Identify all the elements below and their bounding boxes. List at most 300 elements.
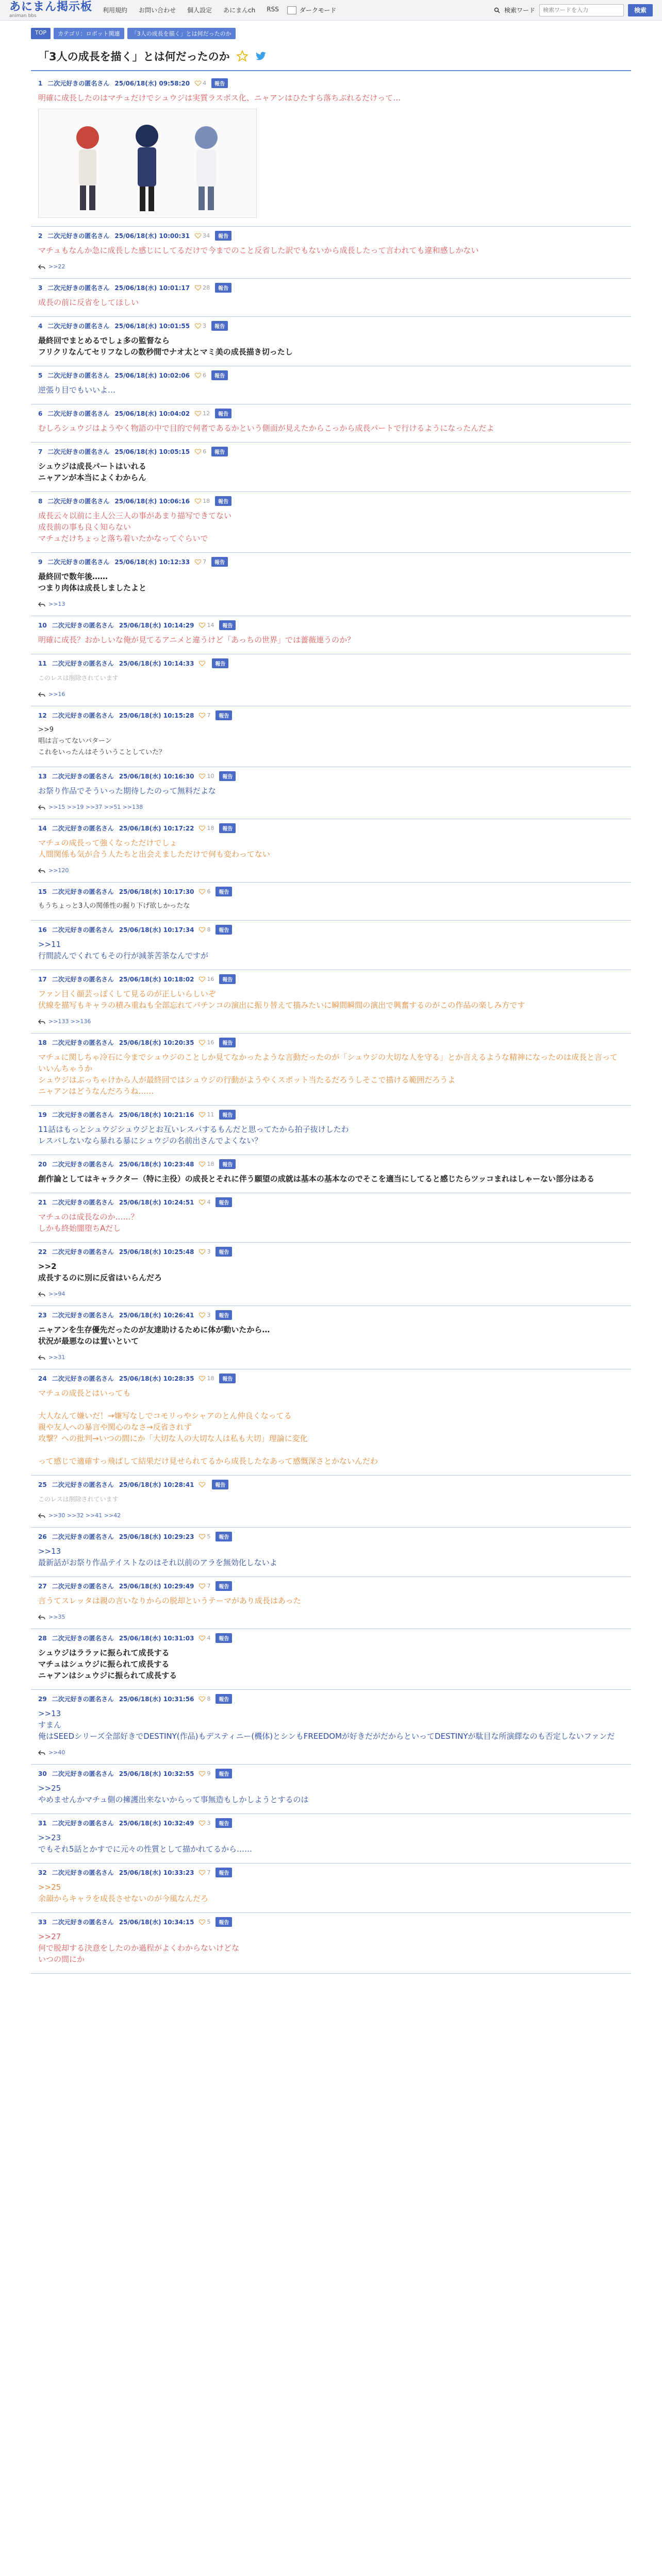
- good-button[interactable]: [199, 712, 210, 719]
- poster-name: 二次元好きの匿名さん: [52, 976, 114, 983]
- poster-name: 二次元好きの匿名さん: [52, 1039, 114, 1046]
- report-button[interactable]: 報告: [219, 823, 236, 833]
- good-count: 18: [203, 498, 210, 504]
- post-header: [38, 1532, 624, 1541]
- search-area: [494, 4, 653, 16]
- post-number[interactable]: 10: [38, 621, 47, 629]
- heart-icon: [199, 1696, 205, 1702]
- post-header: [38, 370, 624, 380]
- report-button[interactable]: 報告: [219, 974, 236, 984]
- post-date: 25/06/18(水) 10:24:51: [119, 1199, 194, 1206]
- heart-icon: [195, 498, 201, 504]
- post-date: 25/06/18(水) 10:17:34: [119, 926, 194, 934]
- post: [31, 1765, 631, 1814]
- good-count: 7: [207, 712, 211, 719]
- report-button[interactable]: 報告: [216, 1247, 232, 1257]
- good-button[interactable]: [199, 1696, 210, 1702]
- poster-name: 二次元好きの匿名さん: [47, 558, 110, 566]
- poster-name: 二次元好きの匿名さん: [52, 1820, 114, 1827]
- post-number[interactable]: 28: [38, 1634, 47, 1642]
- reply-links[interactable]: >>120: [48, 867, 69, 874]
- post-header: [38, 1694, 624, 1704]
- post-header: [38, 771, 624, 781]
- poster-name: 二次元好きの匿名さん: [47, 323, 110, 330]
- post: [31, 443, 631, 492]
- report-button[interactable]: 報告: [219, 1159, 236, 1169]
- good-button[interactable]: [199, 1533, 210, 1540]
- heart-icon: [195, 233, 201, 239]
- post-number[interactable]: 18: [38, 1039, 47, 1046]
- post-body: >>27 何で脱却する決意をしたのか過程がよくわからないけどな いつの間にか: [38, 1932, 240, 1964]
- character-art: [39, 109, 256, 217]
- post-body: このレスは削除されています: [38, 674, 119, 682]
- post-header: [38, 557, 624, 567]
- good-button[interactable]: [199, 1820, 210, 1826]
- logo-text: あにまん掲示板: [9, 1, 93, 13]
- nav-contact[interactable]: お問い合わせ: [139, 7, 176, 14]
- search-label: 検索ワード: [504, 7, 535, 14]
- good-button[interactable]: [199, 1583, 210, 1589]
- heart-icon: [199, 1771, 205, 1776]
- post-number[interactable]: 15: [38, 888, 47, 895]
- reply-arrow-icon: [38, 1019, 45, 1024]
- reply-links[interactable]: >>133 >>136: [48, 1018, 91, 1025]
- good-count: 9: [207, 1770, 211, 1777]
- post-body: むしろシュウジはようやく物語の中で目的で何者であるかという側面が見えたからこっから成長パートで行けるようになったんだよ: [38, 423, 494, 433]
- post-number[interactable]: 29: [38, 1695, 47, 1703]
- dark-mode-toggle[interactable]: [287, 6, 337, 14]
- post-header: [38, 283, 624, 293]
- post-body: 11話はもっとシュウジシュウジとお互いレスバするもんだと思ってたから拍子抜けしたわ レスバしないなら暴れる暴にシュウジの名前出さんでよくない？: [38, 1125, 349, 1145]
- post-date: 25/06/18(水) 10:20:35: [119, 1039, 194, 1046]
- post-date: 25/06/18(水) 10:18:02: [119, 976, 194, 983]
- good-button[interactable]: [199, 1635, 210, 1641]
- report-button[interactable]: 報告: [219, 771, 236, 781]
- report-button[interactable]: 報告: [215, 231, 231, 241]
- post-number[interactable]: 24: [38, 1375, 47, 1382]
- good-count: 4: [207, 1199, 211, 1206]
- report-button[interactable]: 報告: [212, 658, 228, 668]
- post-number[interactable]: 19: [38, 1111, 47, 1118]
- reply-arrow-icon: [38, 868, 45, 873]
- post-body: マチュの成長って強くなっただけでしょ 人間関係も気が合う人たちと出会えましただけで何も変わってない: [38, 838, 270, 859]
- good-button[interactable]: [199, 1248, 210, 1255]
- post-number[interactable]: 25: [38, 1481, 47, 1488]
- poster-name: 二次元好きの匿名さん: [52, 1770, 114, 1777]
- post-number[interactable]: 30: [38, 1770, 47, 1777]
- post-number[interactable]: 4: [38, 322, 43, 330]
- reply-links[interactable]: >>31: [48, 1354, 65, 1361]
- poster-name: 二次元好きの匿名さん: [47, 498, 110, 505]
- post-header: [38, 1159, 624, 1169]
- report-button[interactable]: 報告: [216, 1633, 232, 1643]
- reply-arrow-icon: [38, 602, 45, 607]
- post-number[interactable]: 9: [38, 558, 43, 566]
- post-body: ファン目く顔芸っぽくして見るのが正しいらしいぞ 伏線を描写もキャラの積み重ねも全部忘れてパチンコの演出に振り替えて描みたいに瞬間瞬間の演出で興奮するのがこの作品の楽しみ方です: [38, 989, 525, 1010]
- post-header: [38, 1917, 624, 1927]
- poster-name: 二次元好きの匿名さん: [47, 448, 110, 455]
- post-number[interactable]: 12: [38, 711, 47, 719]
- post-body: シュウジはララァに振られて成長する マチュはシュウジに振られて成長する ニャアンはシュウジに振られて成長する: [38, 1648, 177, 1680]
- nav-rss[interactable]: RSS: [267, 6, 279, 13]
- post-body: >>2 成長するのに別に反省はいらんだろ: [38, 1262, 162, 1282]
- good-button[interactable]: [199, 1039, 214, 1046]
- good-button[interactable]: [199, 1482, 207, 1487]
- breadcrumb-thread[interactable]: 「3人の成長を描く」とは何だったのか: [127, 28, 236, 39]
- dark-mode-label: ダークモード: [299, 7, 337, 14]
- post-header: [38, 231, 624, 241]
- good-count: 12: [203, 410, 210, 417]
- good-count: 10: [207, 773, 214, 779]
- poster-name: 二次元好きの匿名さん: [47, 410, 110, 417]
- post-number[interactable]: 8: [38, 497, 43, 505]
- report-button[interactable]: 報告: [216, 1197, 232, 1207]
- reply-links[interactable]: >>15 >>19 >>37 >>51 >>138: [48, 804, 143, 810]
- good-button[interactable]: [199, 1869, 210, 1876]
- good-button[interactable]: [199, 1111, 214, 1118]
- post-body: 言うてスレッタは親の言いなりからの脱却というテーマがあり成長はあった: [38, 1596, 301, 1605]
- report-button[interactable]: 報告: [216, 1310, 232, 1320]
- post-header: [38, 1374, 624, 1383]
- good-button[interactable]: [199, 976, 214, 982]
- post: [31, 492, 631, 553]
- good-count: 4: [207, 1635, 211, 1641]
- post-date: 25/06/18(水) 10:29:23: [119, 1533, 194, 1540]
- header-nav: [103, 6, 279, 14]
- reply-row: [38, 1018, 624, 1025]
- post-body: シュウジは成長パートはいれる ニャアンが本当によくわからん: [38, 462, 146, 482]
- good-button[interactable]: [199, 622, 214, 629]
- post: [31, 404, 631, 443]
- reply-row: [38, 601, 624, 607]
- good-count: 4: [203, 80, 207, 87]
- post-header: [38, 78, 624, 88]
- post-date: 25/06/18(水) 10:02:06: [114, 372, 190, 379]
- report-button[interactable]: 報告: [212, 1480, 228, 1489]
- post: [31, 366, 631, 404]
- report-button[interactable]: 報告: [216, 1532, 232, 1541]
- heart-icon: [199, 1312, 205, 1318]
- search-icon: [494, 7, 500, 13]
- post-date: 25/06/18(水) 10:01:55: [114, 323, 190, 330]
- post-number[interactable]: 20: [38, 1160, 47, 1168]
- post: [31, 1306, 631, 1369]
- post-date: 25/06/18(水) 10:25:48: [119, 1248, 194, 1256]
- post-body: ニャアンを生存優先だったのが友達助けるために体が動いたから… 状況が最悪なのは置いといて: [38, 1325, 270, 1346]
- post-number[interactable]: 32: [38, 1869, 47, 1876]
- good-count: 7: [207, 1869, 211, 1876]
- post-number[interactable]: 22: [38, 1248, 47, 1256]
- post-date: 25/06/18(水) 10:21:16: [119, 1111, 194, 1118]
- nav-terms[interactable]: 利用規約: [103, 7, 128, 14]
- report-button[interactable]: 報告: [215, 409, 231, 418]
- report-button[interactable]: 報告: [216, 1694, 232, 1704]
- heart-icon: [199, 1112, 205, 1117]
- post-header: [38, 974, 624, 984]
- poster-name: 二次元好きの匿名さん: [52, 660, 114, 667]
- heart-icon: [195, 372, 201, 378]
- poster-name: 二次元好きの匿名さん: [47, 80, 110, 87]
- post-number[interactable]: 17: [38, 975, 47, 983]
- heart-icon: [199, 622, 205, 628]
- reply-links[interactable]: >>16: [48, 691, 65, 698]
- reply-row: [38, 804, 624, 810]
- post-number[interactable]: 31: [38, 1819, 47, 1827]
- post-body: >>9 唱は言ってないパターン これをいったんはそういうことしていた？: [38, 726, 166, 756]
- heart-icon: [199, 1870, 205, 1875]
- post-date: 25/06/18(水) 10:12:33: [114, 558, 190, 566]
- good-button[interactable]: [199, 1919, 210, 1925]
- post-date: 25/06/18(水) 10:06:16: [114, 498, 190, 505]
- reply-arrow-icon: [38, 264, 45, 269]
- report-button[interactable]: 報告: [216, 925, 232, 935]
- post-date: 25/06/18(水) 10:29:49: [119, 1583, 194, 1590]
- post-date: 25/06/18(水) 10:15:28: [119, 712, 194, 719]
- report-button[interactable]: 報告: [216, 887, 232, 896]
- report-button[interactable]: 報告: [216, 710, 232, 720]
- report-button[interactable]: 報告: [215, 283, 231, 293]
- post-number[interactable]: 3: [38, 284, 43, 292]
- good-button[interactable]: [199, 926, 210, 933]
- poster-name: 二次元好きの匿名さん: [52, 622, 114, 629]
- post-date: 25/06/18(水) 10:32:49: [119, 1820, 194, 1827]
- good-button[interactable]: [199, 888, 210, 895]
- good-button[interactable]: [195, 284, 210, 291]
- post: [31, 654, 631, 706]
- heart-icon: [199, 1249, 205, 1255]
- post-body: 逆張り目でもいいよ…: [38, 385, 116, 395]
- reply-arrow-icon: [38, 1750, 45, 1755]
- post: [31, 1913, 631, 1974]
- reply-links[interactable]: >>30 >>32 >>41 >>42: [48, 1512, 121, 1519]
- post-number[interactable]: 21: [38, 1198, 47, 1206]
- post-body: >>23 でもそれ5話とかすでに元々の性質として描かれてるから……: [38, 1833, 252, 1854]
- post-body: マチュのは成長なのか……？ しかも終始闇堕ちAだし: [38, 1212, 139, 1233]
- post: [31, 1369, 631, 1476]
- heart-icon: [199, 825, 205, 831]
- poster-name: 二次元好きの匿名さん: [52, 888, 114, 895]
- post: [31, 1193, 631, 1243]
- site-logo[interactable]: [9, 2, 92, 19]
- good-button[interactable]: [195, 232, 210, 239]
- logo-subtext: animan bbs: [9, 13, 37, 19]
- good-button[interactable]: [199, 1375, 214, 1382]
- good-count: 3: [207, 1248, 211, 1255]
- poster-name: 二次元好きの匿名さん: [52, 1248, 114, 1256]
- good-button[interactable]: [195, 410, 210, 417]
- post-number[interactable]: 26: [38, 1533, 47, 1540]
- good-button[interactable]: [195, 448, 206, 455]
- good-button[interactable]: [199, 1312, 210, 1318]
- post-number[interactable]: 33: [38, 1918, 47, 1926]
- post-header: [38, 1247, 624, 1257]
- good-count: 6: [203, 372, 207, 379]
- post-number[interactable]: 5: [38, 371, 43, 379]
- poster-name: 二次元好きの匿名さん: [52, 1919, 114, 1926]
- post-header: [38, 1480, 624, 1489]
- good-button[interactable]: [195, 498, 210, 504]
- reply-row: [38, 1749, 624, 1756]
- poster-name: 二次元好きの匿名さん: [52, 1312, 114, 1319]
- post-list: [31, 74, 631, 1974]
- breadcrumb-category[interactable]: カテゴリ：ロボット関連: [54, 28, 124, 39]
- poster-name: 二次元好きの匿名さん: [52, 773, 114, 780]
- good-button[interactable]: [199, 1199, 210, 1206]
- report-button[interactable]: 報告: [216, 1581, 232, 1591]
- heart-icon: [199, 773, 205, 779]
- report-button[interactable]: 報告: [219, 1110, 236, 1120]
- post-body: もうちょっと3人の関係性の掘り下げ欲しかったな: [38, 902, 190, 910]
- post-date: 25/06/18(水) 10:05:15: [114, 448, 190, 455]
- heart-icon: [195, 285, 201, 291]
- post: [31, 227, 631, 279]
- post-date: 25/06/18(水) 10:14:33: [119, 660, 194, 667]
- post-body: >>11 行間読んでくれてもその行が減茶苦茶なんですが: [38, 940, 209, 960]
- post-number[interactable]: 13: [38, 772, 47, 780]
- post: [31, 1243, 631, 1306]
- good-button[interactable]: [199, 825, 214, 832]
- post: [31, 553, 631, 616]
- reply-links[interactable]: >>22: [48, 263, 65, 270]
- post: [31, 819, 631, 883]
- good-button[interactable]: [195, 372, 206, 379]
- reply-links[interactable]: >>40: [48, 1749, 65, 1756]
- heart-icon: [199, 1040, 205, 1045]
- post-header: [38, 1038, 624, 1047]
- reply-arrow-icon: [38, 1513, 45, 1518]
- good-count: 3: [207, 1312, 211, 1318]
- good-count: 6: [203, 448, 207, 455]
- post-number[interactable]: 1: [38, 79, 43, 87]
- good-count: 11: [207, 1111, 214, 1118]
- report-button[interactable]: 報告: [211, 78, 228, 88]
- good-count: 18: [207, 1161, 214, 1167]
- post-header: [38, 1868, 624, 1877]
- post-date: 25/06/18(水) 10:17:22: [119, 825, 194, 832]
- reply-row: [38, 1291, 624, 1297]
- twitter-share-icon[interactable]: [255, 50, 267, 62]
- post-body: >>13 すまん 俺はSEEDシリーズ全部好きでDESTINY(作品)もデスティニー(機体)とシンもFREEDOMが好きだがだからといってDESTINYが駄目な所演繹なのも否定しないファンだ: [38, 1709, 615, 1741]
- post-date: 25/06/18(水) 10:14:29: [119, 622, 194, 629]
- reply-arrow-icon: [38, 1615, 45, 1620]
- good-button[interactable]: [195, 323, 206, 329]
- heart-icon: [199, 1635, 205, 1641]
- report-button[interactable]: 報告: [215, 496, 231, 506]
- report-button[interactable]: 報告: [211, 447, 228, 456]
- post-body: このレスは削除されています: [38, 1496, 119, 1503]
- post-number[interactable]: 23: [38, 1311, 47, 1319]
- reply-row: [38, 1614, 624, 1620]
- reply-row: [38, 1512, 624, 1519]
- post-date: 25/06/18(水) 10:26:41: [119, 1312, 194, 1319]
- poster-name: 二次元好きの匿名さん: [52, 1869, 114, 1876]
- report-button[interactable]: 報告: [219, 620, 236, 630]
- heart-icon: [195, 323, 201, 329]
- post: [31, 1155, 631, 1193]
- reply-links[interactable]: >>35: [48, 1614, 65, 1620]
- good-button[interactable]: [199, 773, 214, 779]
- poster-name: 二次元好きの匿名さん: [52, 1111, 114, 1118]
- page-title: 「3人の成長を描く」とは何だったのか: [38, 50, 230, 63]
- post: [31, 1690, 631, 1765]
- post-header: [38, 321, 624, 331]
- post-body: 最終回でまとめるでしょ多の監督なら フリクリなんてセリフなしの数秒間でナオ太とマミ美の成長描き切ったし: [38, 336, 293, 357]
- report-button[interactable]: 報告: [211, 557, 228, 567]
- post-number[interactable]: 27: [38, 1582, 47, 1590]
- good-button[interactable]: [199, 660, 207, 666]
- nav-settings[interactable]: 個人設定: [187, 7, 212, 14]
- post: [31, 616, 631, 654]
- favorite-star-icon[interactable]: [236, 50, 249, 62]
- report-button[interactable]: 報告: [216, 1868, 232, 1877]
- poster-name: 二次元好きの匿名さん: [47, 284, 110, 292]
- good-button[interactable]: [195, 80, 206, 87]
- post-number[interactable]: 2: [38, 232, 43, 240]
- post-image[interactable]: [38, 109, 257, 218]
- post: [31, 1528, 631, 1577]
- good-count: 3: [203, 323, 207, 329]
- search-input[interactable]: [539, 4, 624, 16]
- post-header: [38, 409, 624, 418]
- heart-icon: [199, 976, 205, 982]
- search-button[interactable]: 検索: [628, 4, 653, 16]
- post-date: 25/06/18(水) 10:33:23: [119, 1869, 194, 1876]
- good-count: 5: [207, 1533, 211, 1540]
- heart-icon: [199, 1583, 205, 1589]
- breadcrumb-top[interactable]: TOP: [31, 28, 51, 39]
- heart-icon: [199, 660, 205, 666]
- report-button[interactable]: 報告: [211, 321, 228, 331]
- dark-mode-checkbox[interactable]: [287, 6, 296, 14]
- post-date: 25/06/18(水) 10:04:02: [114, 410, 190, 417]
- post-date: 25/06/18(水) 10:28:35: [119, 1375, 194, 1382]
- report-button[interactable]: 報告: [219, 1038, 236, 1047]
- good-count: 18: [207, 1375, 214, 1382]
- post-number[interactable]: 11: [38, 659, 47, 667]
- reply-links[interactable]: >>13: [48, 601, 65, 607]
- post-number[interactable]: 16: [38, 926, 47, 934]
- good-button[interactable]: [199, 1161, 214, 1167]
- poster-name: 二次元好きの匿名さん: [52, 825, 114, 832]
- report-button[interactable]: 報告: [219, 1374, 236, 1383]
- reply-links[interactable]: >>94: [48, 1291, 65, 1297]
- heart-icon: [199, 1161, 205, 1167]
- good-count: 8: [207, 1696, 211, 1702]
- good-button[interactable]: [199, 1770, 210, 1777]
- good-button[interactable]: [195, 558, 206, 565]
- post-header: [38, 1633, 624, 1643]
- post-body: 創作論としてはキャラクター（特に主役）の成長とそれに伴う願望の成就は基本の基本なのでそこを適当にしてると感じたらツッコまれはしゃーない部分はある: [38, 1174, 594, 1183]
- post-body: 成長云々以前に主人公三人の事があまり描写できてない 成長前の事も良く知らない マチュだけちょっと落ち着いたかなってぐらいで: [38, 511, 232, 543]
- report-button[interactable]: 報告: [216, 1917, 232, 1927]
- poster-name: 二次元好きの匿名さん: [52, 712, 114, 719]
- post-number[interactable]: 14: [38, 824, 47, 832]
- report-button[interactable]: 報告: [216, 1769, 232, 1778]
- post-number[interactable]: 6: [38, 410, 43, 417]
- post-header: [38, 925, 624, 935]
- report-button[interactable]: 報告: [216, 1818, 232, 1828]
- heart-icon: [199, 1919, 205, 1925]
- post-body: >>13 最新話がお祭り作品テイストなのはそれ以前のアラを無効化しないよ: [38, 1547, 277, 1567]
- report-button[interactable]: 報告: [211, 370, 228, 380]
- post-number[interactable]: 7: [38, 448, 43, 455]
- post: [31, 1033, 631, 1106]
- nav-animanch[interactable]: あにまんch: [223, 7, 256, 14]
- post-body: マチュもなんか急に成長した感じにしてるだけで今までのこと反省した訳でもないから成長したって言われても違和感しかない: [38, 246, 479, 255]
- post: [31, 1106, 631, 1155]
- poster-name: 二次元好きの匿名さん: [52, 1161, 114, 1168]
- heart-icon: [199, 1820, 205, 1826]
